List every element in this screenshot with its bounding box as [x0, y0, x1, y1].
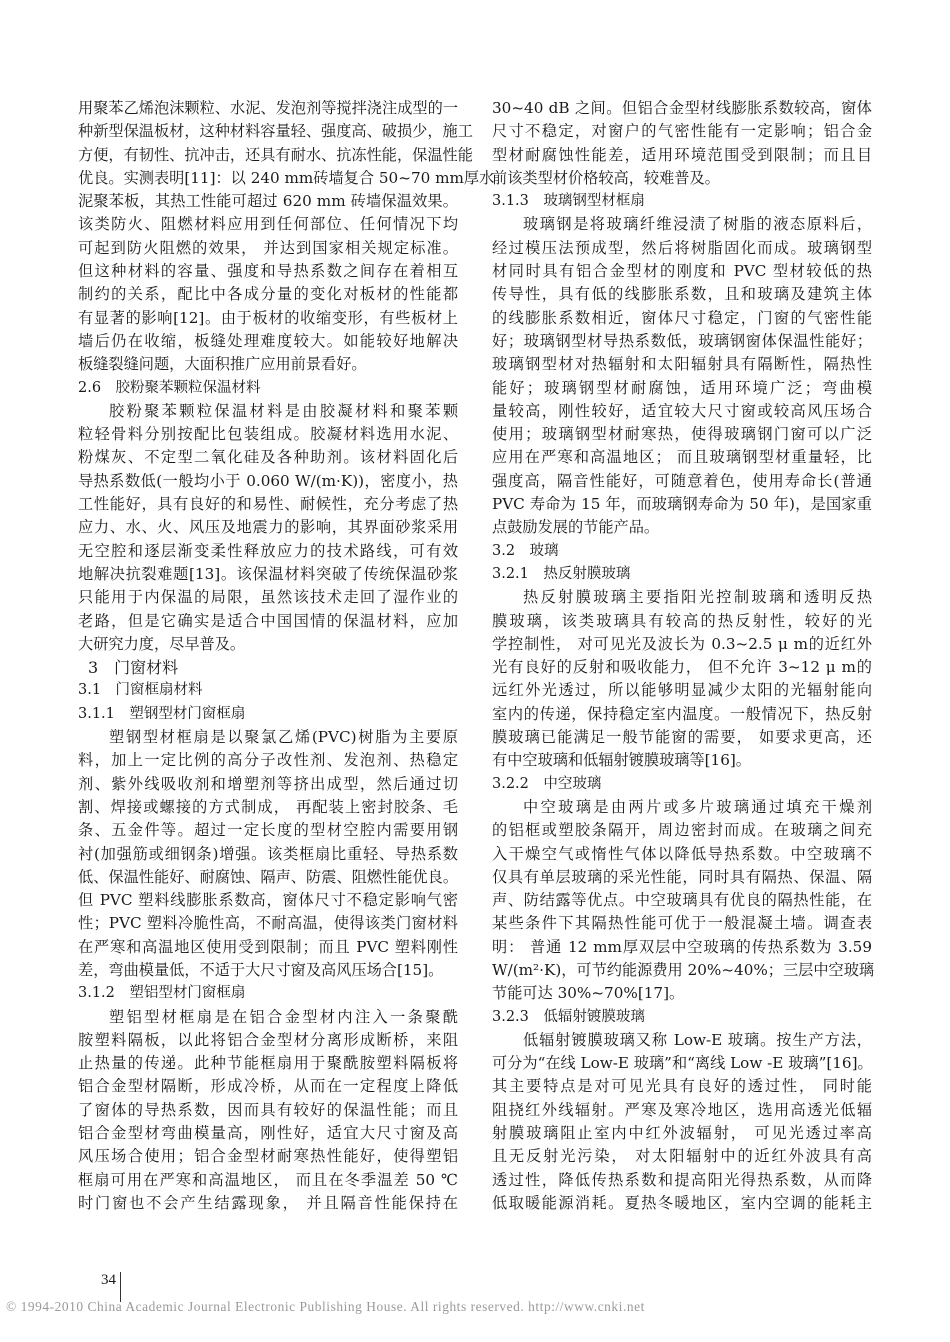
- text-line: 工性能好，具有良好的和易性、耐候性，充分考虑了热: [78, 495, 458, 514]
- text-line: 粉煤灰、不定型二氧化硅及各种助剂。该材料固化后: [78, 448, 458, 467]
- text-line: 方便，有韧性、抗冲击，还具有耐水、抗冻性能，保温性能: [78, 145, 473, 164]
- text-line: 导热系数低(一般均小于 0.060 W/(m·K))，密度小，热: [78, 471, 458, 490]
- text-line: 量较高，刚性较好，适宜较大尺寸窗或较高风压场合: [492, 401, 872, 420]
- text-line: 3.1.2 塑铝型材门窗框扇: [78, 985, 246, 1002]
- text-line: 能好；玻璃钢型材耐腐蚀，适用环境广泛；弯曲模: [492, 378, 872, 397]
- text-line: 低、保温性能好、耐腐蚀、隔声、防震、阻燃性能优良。: [78, 867, 458, 886]
- text-line: 框扇可用在严寒和高温地区， 而且在冬季温差 50 ℃: [78, 1170, 458, 1189]
- text-line: 铝合金型材弯曲模量高，刚性好，适宜大尺寸窗及高: [78, 1124, 458, 1143]
- text-line: 声、防结露等优点。中空玻璃具有优良的隔热性能，在: [492, 891, 872, 910]
- text-line: 大研究力度，尽早普及。: [78, 634, 246, 653]
- text-line: 室内的传递，保持稳定室内温度。一般情况下，热反射: [492, 704, 872, 723]
- text-line: 射膜玻璃阻止室内中红外波辐射， 可见光透过率高: [492, 1124, 872, 1143]
- text-line: PVC 寿命为 15 年，而玻璃钢寿命为 50 年)，是国家重: [492, 495, 872, 514]
- text-line: 只能用于内保温的局限，虽然该技术走回了湿作业的: [78, 588, 458, 607]
- text-line: 透过性，降低传热系数和提高阳光得热系数，从而降: [492, 1170, 872, 1189]
- text-line: 了窗体的导热系数，因而具有较好的保温性能；而且: [78, 1100, 458, 1119]
- text-line: 墙后仍在收缩，板缝处理难度较大。如能较好地解决: [78, 331, 458, 350]
- text-line: 时门窗也不会产生结露现象， 并且隔音性能保持在: [78, 1193, 458, 1212]
- text-line: 的线膨胀系数相近，窗体尺寸稳定，门窗的气密性能: [492, 308, 872, 327]
- text-line: 强度高，隔音性能好，可随意着色，使用寿命长(普通: [492, 471, 872, 490]
- text-line: 的铝框或塑胶条隔开，周边密封而成。在玻璃之间充: [492, 821, 872, 840]
- text-line: 3.2.1 热反射膜玻璃: [492, 565, 631, 582]
- text-line: 衬(加强筋或细钢条)增强。该类框扇比重轻、导热系数: [78, 844, 458, 863]
- text-line: 好；玻璃钢型材导热系数低，玻璃钢窗体保温性能好；: [492, 331, 872, 350]
- left-column: [78, 97, 495, 1215]
- text-line: 仅具有单层玻璃的采光性能，同时具有隔热、保温、隔: [492, 867, 872, 886]
- text-line: 板缝裂缝问题，大面积推广应用前景看好。: [78, 355, 367, 374]
- text-line: 性；PVC 塑料冷脆性高，不耐高温，使得该类门窗材料: [78, 914, 458, 933]
- text-line: 3 门窗材料: [88, 658, 179, 678]
- text-line: 2.6 胶粉聚苯颗粒保温材料: [78, 379, 261, 396]
- text-line: 有中空玻璃和低辐射镀膜玻璃等[16]。: [492, 751, 751, 770]
- text-line: 膜玻璃已能满足一般节能窗的需要， 如要求更高，还: [492, 728, 872, 747]
- text-line: 制约的关系，配比中各成分量的变化对板材的性能都: [78, 285, 458, 304]
- text-line: 地解决抗裂难题[13]。该保温材料突破了传统保温砂浆: [78, 564, 458, 583]
- text-line: 3.1.3 玻璃钢型材框扇: [492, 193, 645, 210]
- text-line: 但 PVC 塑料线膨胀系数高，窗体尺寸不稳定影响气密: [78, 891, 458, 910]
- text-line: 风压场合使用；铝合金型材耐寒热性能好，使得塑铝: [78, 1147, 458, 1166]
- text-line: 光有良好的反射和吸收能力， 但不允许 3~12 μ m的: [492, 658, 872, 677]
- text-line: 且无反射光污染， 对太阳辐射中的近红外波具有高: [492, 1147, 872, 1166]
- right-column: [492, 97, 875, 1215]
- text-line: 粒轻骨料分别按配比包装组成。胶凝材料选用水泥、: [78, 425, 458, 444]
- text-line: 铝合金型材隔断，形成冷桥，从而在一定程度上降低: [78, 1077, 458, 1096]
- text-line: 3.2 玻璃: [492, 542, 559, 559]
- text-line: 3.2.3 低辐射镀膜玻璃: [492, 1008, 645, 1025]
- text-line: 传导性，具有低的线膨胀系数，且和玻璃及建筑主体: [492, 285, 872, 304]
- text-line: 学控制性， 对可见光及波长为 0.3~2.5 μ m的近红外: [492, 634, 872, 653]
- text-line: 老路，但是它确实是适合中国国情的保温材料，应加: [78, 611, 458, 630]
- text-line: 条、五金件等。超过一定长度的型材空腔内需要用钢: [78, 821, 458, 840]
- text-line: 胺塑料隔板，以此将铝合金型材分离形成断桥，来阻: [78, 1030, 458, 1049]
- text-line: 中空玻璃是由两片或多片玻璃通过填充干燥剂: [523, 797, 872, 816]
- text-line: 前该类型材价格较高，较难普及。: [492, 168, 720, 187]
- text-line: 可分为“在线 Low-E 玻璃”和“离线 Low -E 玻璃”[16]。: [492, 1054, 873, 1073]
- text-line: 应力、水、火、风压及地震力的影响，其界面砂浆采用: [78, 518, 458, 537]
- text-line: 低辐射镀膜玻璃又称 Low-E 玻璃。按生产方法，: [523, 1030, 872, 1049]
- text-line: 用聚苯乙烯泡沫颗粒、水泥、发泡剂等搅拌浇注成型的一: [78, 99, 458, 117]
- text-line: 止热量的传递。此种节能框扇用于聚酰胺塑料隔板将: [78, 1054, 458, 1073]
- text-line: 低取暖能源消耗。夏热冬暖地区，室内空调的能耗主: [492, 1193, 872, 1212]
- text-line: 料，加上一定比例的高分子改性剂、发泡剂、热稳定: [78, 751, 458, 770]
- text-line: 材同时具有铝合金型材的刚度和 PVC 型材较低的热: [492, 262, 872, 281]
- text-line: 阻挠红外线辐射。严寒及寒冷地区，选用高透光低辐: [492, 1100, 872, 1119]
- text-line: 明： 普通 12 mm厚双层中空玻璃的传热系数为 3.59: [492, 937, 872, 956]
- text-line: 可起到防火阻燃的效果， 并达到国家相关规定标准。: [78, 238, 458, 257]
- text-line: 使用；玻璃钢型材耐寒热，使得玻璃钢门窗可以广泛: [492, 425, 872, 444]
- text-line: 塑钢型材框扇是以聚氯乙烯(PVC)树脂为主要原: [109, 728, 458, 747]
- text-line: 某些条件下其隔热性能可优于一般混凝土墙。调查表: [492, 914, 872, 933]
- text-line: 塑铝型材框扇是在铝合金型材内注入一条聚酰: [109, 1007, 458, 1026]
- text-line: 应用在严寒和高温地区； 而且玻璃钢型材重量轻，比: [492, 448, 872, 467]
- text-line: 种新型保温板材，这种材料容量轻、强度高、破损少，施工: [78, 122, 473, 141]
- text-line: 无空腔和逐层渐变柔性释放应力的技术路线，可有效: [78, 541, 458, 560]
- text-line: 型材耐腐蚀性能差，适用环境范围受到限制；而且目: [492, 145, 872, 164]
- text-line: 点鼓励发展的节能产品。: [492, 518, 660, 537]
- text-line: 该类防火、阻燃材料应用到任何部位、任何情况下均: [78, 215, 458, 234]
- text-line: 其主要特点是对可见光具有良好的透过性， 同时能: [492, 1077, 872, 1096]
- text-line: 玻璃钢是将玻璃纤维浸渍了树脂的液态原料后，: [523, 215, 872, 234]
- page-number: 34: [101, 1272, 116, 1288]
- text-line: 3.1 门窗框扇材料: [78, 682, 203, 699]
- text-line: W/(m²·K)，可节约能源费用 20%~40%；三层中空玻璃: [492, 960, 875, 979]
- text-line: 节能可达 30%~70%[17]。: [492, 984, 685, 1003]
- text-line: 膜玻璃，该类玻璃具有较高的热反射性，较好的光: [492, 611, 872, 630]
- text-line: 尺寸不稳定，对窗户的气密性能有一定影响；铝合金: [492, 122, 872, 141]
- text-line: 优良。实测表明[11]：以 240 mm砖墙复合 50~70 mm厚水: [78, 168, 495, 187]
- text-line: 3.1.1 塑钢型材门窗框扇: [78, 705, 246, 722]
- text-line: 胶粉聚苯颗粒保温材料是由胶凝材料和聚苯颗: [109, 401, 458, 420]
- text-line: 热反射膜玻璃主要指阳光控制玻璃和透明反热: [523, 588, 872, 607]
- text-line: 远红外光透过，所以能够明显减少太阳的光辐射能向: [492, 681, 872, 700]
- page-number-rule: [120, 1272, 121, 1302]
- text-line: 3.2.2 中空玻璃: [492, 775, 602, 792]
- text-line: 但这种材料的容量、强度和导热系数之间存在着相互: [78, 262, 458, 281]
- text-line: 差，弯曲模量低，不适于大尺寸窗及高风压场合[15]。: [78, 960, 444, 979]
- text-line: 剂、紫外线吸收剂和增塑剂等挤出成型，然后通过切: [78, 774, 458, 793]
- text-line: 经过模压法预成型，然后将树脂固化而成。玻璃钢型: [492, 238, 872, 257]
- text-line: 入干燥空气或惰性气体以降低导热系数。中空玻璃不: [492, 844, 872, 863]
- text-line: 玻璃钢型材对热辐射和太阳辐射具有隔断性，隔热性: [492, 355, 872, 374]
- copyright-footer: © 1994-2010 China Academic Journal Electronic Publishing House. All rights reserved. http://www.cnki.net: [6, 1299, 645, 1314]
- text-line: 泥聚苯板，其热工性能可超过 620 mm 砖墙保温效果。: [78, 192, 458, 211]
- text-line: 30~40 dB 之间。但铝合金型材线膨胀系数较高，窗体: [492, 99, 872, 117]
- text-line: 有显著的影响[12]。由于板材的收缩变形，有些板材上: [78, 308, 458, 327]
- text-line: 割、焊接或螺接的方式制成， 再配装上密封胶条、毛: [78, 797, 458, 816]
- text-line: 在严寒和高温地区使用受到限制；而且 PVC 塑料刚性: [78, 937, 458, 956]
